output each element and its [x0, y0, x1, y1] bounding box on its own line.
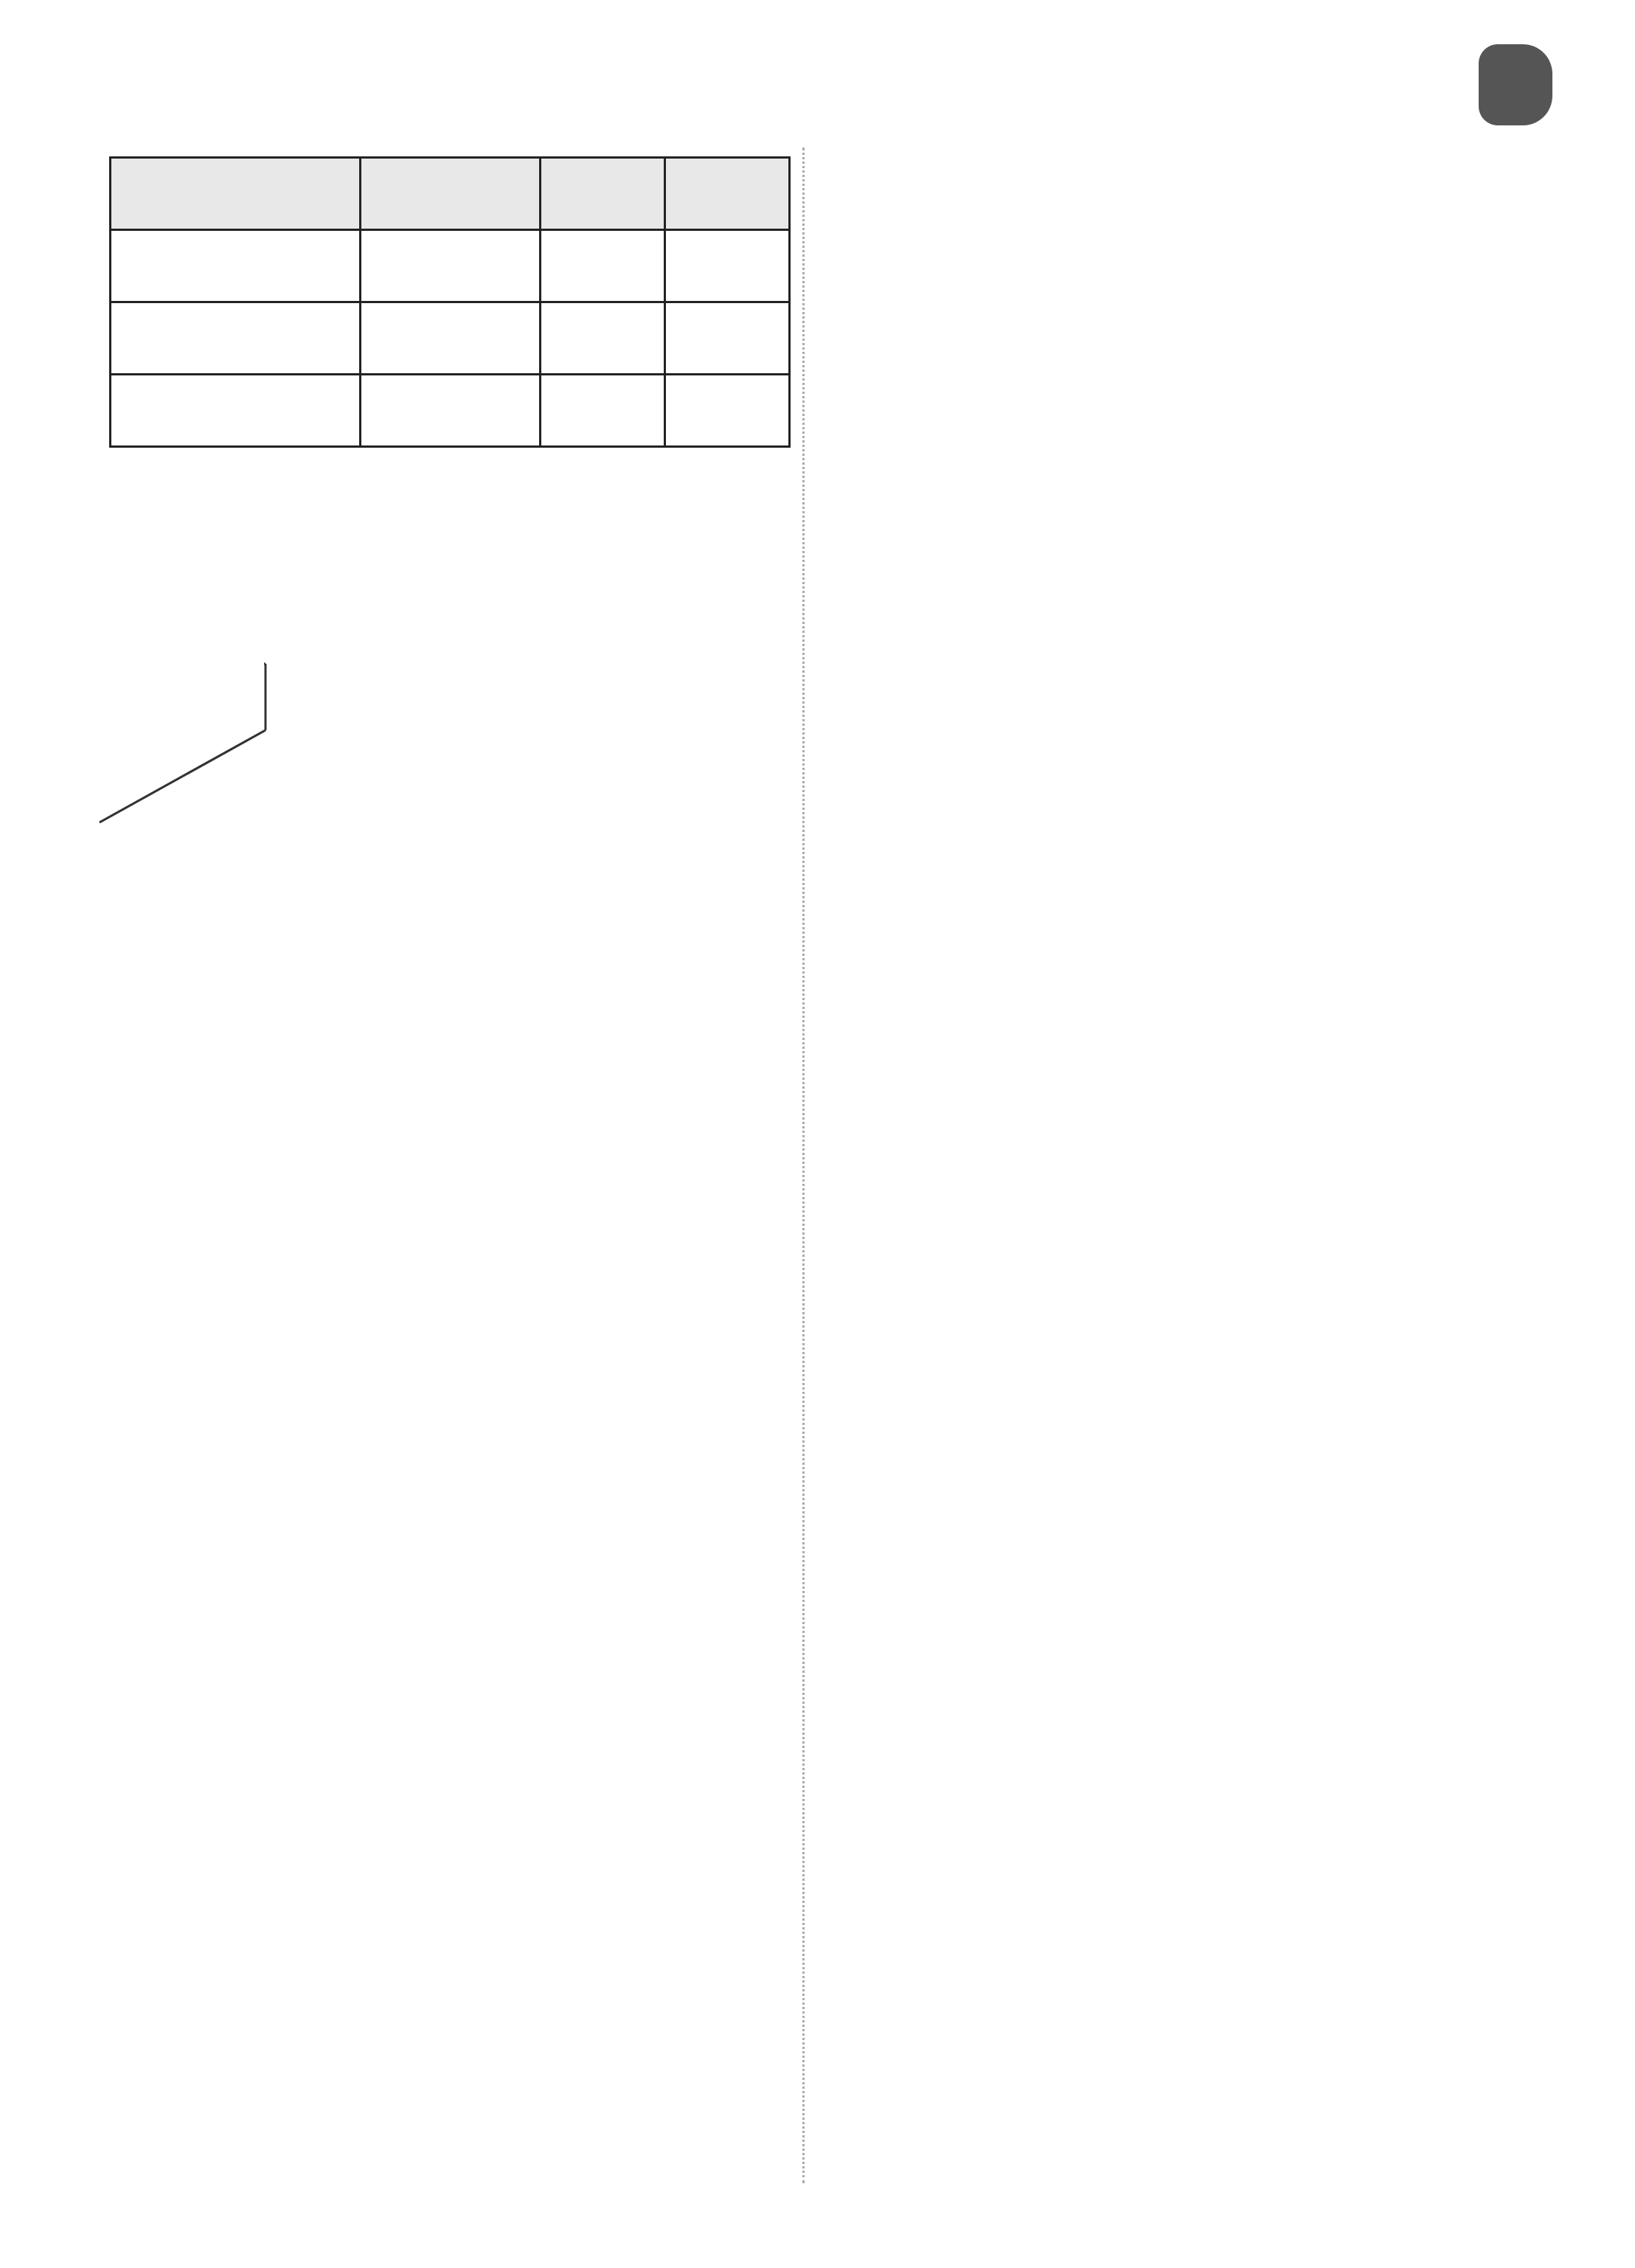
table-header	[541, 158, 665, 230]
table-cell	[541, 375, 665, 447]
route-segment	[100, 730, 265, 822]
table-row	[111, 230, 790, 302]
table-cell	[541, 230, 665, 302]
table-cell	[541, 302, 665, 375]
table-cell	[665, 302, 790, 375]
table-header-row	[111, 158, 790, 230]
table-cell	[111, 302, 361, 375]
table-cell	[361, 375, 541, 447]
table-row	[111, 375, 790, 447]
table-cell	[361, 302, 541, 375]
route-table	[109, 156, 791, 448]
table-row	[111, 302, 790, 375]
table-cell	[111, 375, 361, 447]
route-diagram-1-lines	[96, 516, 509, 870]
table-cell	[361, 230, 541, 302]
table-cell	[665, 375, 790, 447]
table-header	[665, 158, 790, 230]
column-divider	[802, 148, 805, 2183]
table-cell	[111, 230, 361, 302]
table-header	[111, 158, 361, 230]
table-header	[361, 158, 541, 230]
page-number-badge	[1479, 44, 1552, 125]
table-cell	[665, 230, 790, 302]
